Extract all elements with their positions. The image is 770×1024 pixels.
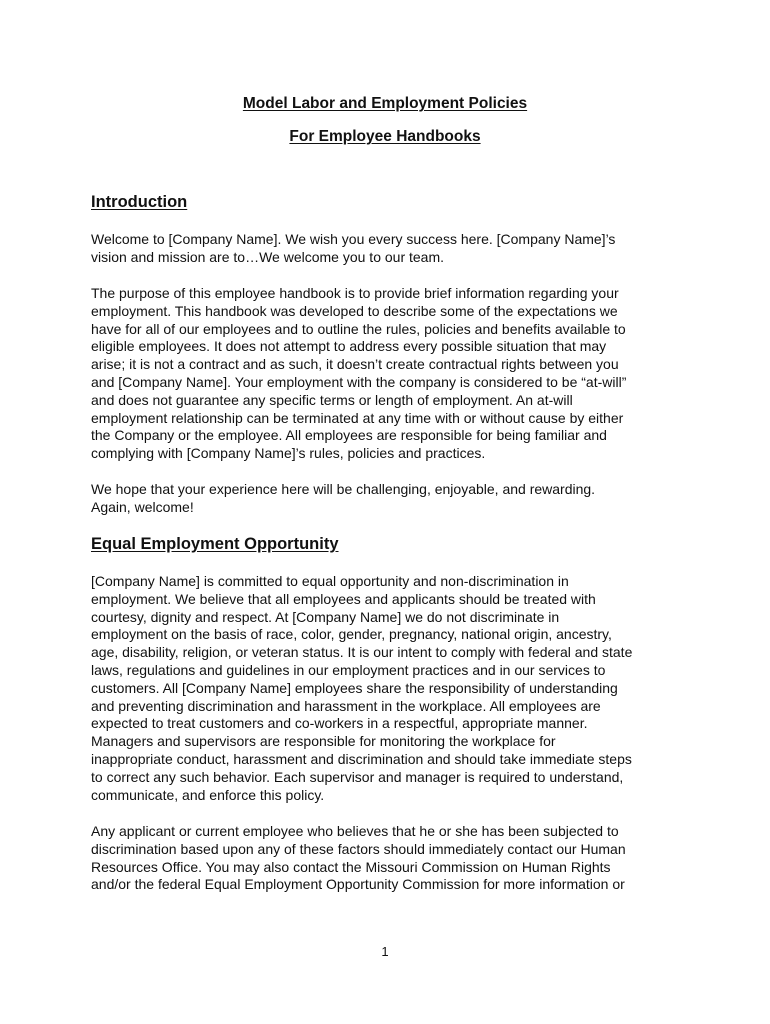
page-number: 1 [381, 944, 389, 959]
text-line: Again, welcome! [91, 498, 194, 515]
document-subtitle: For Employee Handbooks [289, 128, 481, 145]
text-line: inappropriate conduct, harassment and discrimination and should take immediate steps [91, 750, 632, 767]
text-line: and preventing discrimination and harassment in the workplace. All employees are [91, 697, 601, 714]
text-line: and [Company Name]. Your employment with the company is considered to be “at-will” [91, 373, 627, 390]
document-title: Model Labor and Employment Policies [242, 95, 528, 112]
text-line: age, disability, religion, or veteran status. It is our intent to comply with federal and state [91, 644, 633, 661]
text-line: and/or the federal Equal Employment Opportunity Commission for more information or [91, 876, 625, 893]
text-line: courtesy, dignity and respect. At [Company Name] we do not discriminate in [91, 608, 560, 625]
text-line: Any applicant or current employee who believes that he or she has been subjected to [91, 823, 619, 839]
text-line: employment on the basis of race, color, gender, pregnancy, national origin, ancestry, [91, 626, 612, 643]
text-line: The purpose of this employee handbook is to provide brief information regarding your [91, 285, 619, 301]
text-line: employment relationship can be terminated at any time with or without cause by either [91, 409, 624, 426]
eeo-paragraph-policy [91, 573, 681, 804]
text-line: arise; it is not a contract and as such, it doesn’t create contractual rights between you [91, 356, 619, 373]
section-heading-equal-employment-opportunity: Equal Employment Opportunity [91, 535, 339, 553]
text-line: We hope that your experience here will be challenging, enjoyable, and rewarding. [91, 481, 596, 497]
text-line: Resources Office. You may also contact the Missouri Commission on Human Rights [91, 858, 611, 875]
intro-paragraph-welcome [91, 231, 681, 267]
text-line: vision and mission are to…We welcome you to our team. [91, 248, 445, 265]
intro-paragraph-closing [91, 481, 681, 517]
text-line: to correct any such behavior. Each supervisor and manager is required to understand, [91, 768, 624, 785]
text-line: employment. We believe that all employees and applicants should be treated with [91, 590, 596, 607]
eeo-paragraph-complaints [91, 823, 681, 894]
text-line: customers. All [Company Name] employees share the responsibility of understanding [91, 679, 618, 696]
intro-paragraph-purpose [91, 285, 681, 463]
text-line: complying with [Company Name]’s rules, policies and practices. [91, 445, 486, 462]
text-line: have for all of our employees and to outline the rules, policies and benefits available to [91, 320, 626, 337]
text-line: the Company or the employee. All employees are responsible for being familiar and [91, 427, 607, 444]
text-line: discrimination based upon any of these factors should immediately contact our Human [91, 840, 626, 857]
text-line: and does not guarantee any specific terms or length of employment. An at-will [91, 391, 573, 408]
text-line: communicate, and enforce this policy. [91, 786, 325, 803]
text-line: Welcome to [Company Name]. We wish you every success here. [Company Name]’s [91, 231, 616, 247]
text-line: Managers and supervisors are responsible for monitoring the workplace for [91, 733, 556, 750]
text-line: laws, regulations and guidelines in our employment practices and in our services to [91, 661, 606, 678]
text-line: expected to treat customers and co-workers in a respectful, appropriate manner. [91, 715, 588, 732]
text-line: [Company Name] is committed to equal opportunity and non-discrimination in [91, 573, 569, 589]
section-heading-introduction: Introduction [91, 193, 188, 211]
text-line: eligible employees. It does not attempt to address every possible situation that may [91, 338, 607, 355]
text-line: employment. This handbook was developed to describe some of the expectations we [91, 302, 618, 319]
